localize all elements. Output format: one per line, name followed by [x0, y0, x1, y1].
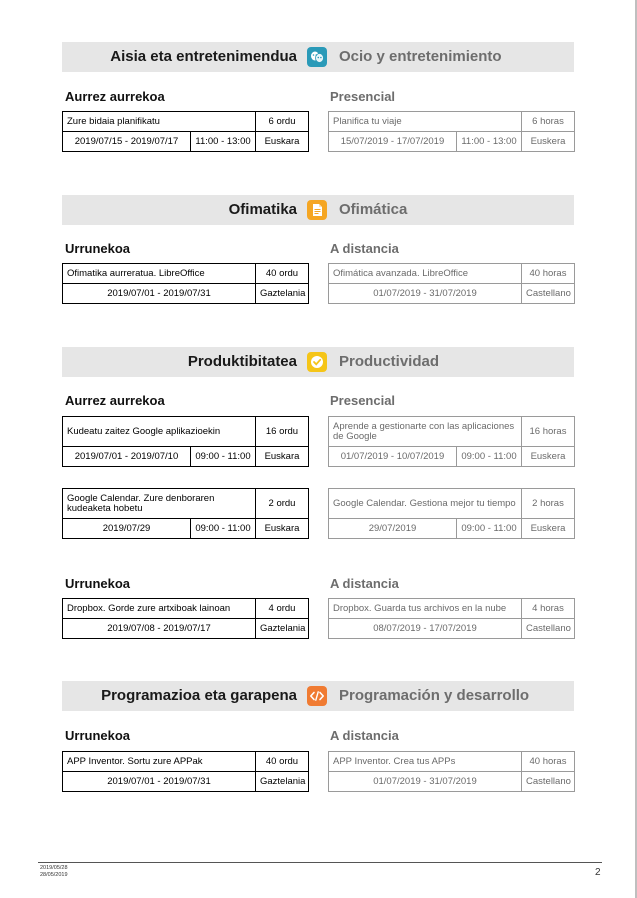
course-name: Dropbox. Gorde zure artxiboak lainoan — [63, 599, 256, 619]
section-header-productivity — [62, 347, 574, 377]
course-card-es — [328, 751, 575, 792]
course-time: 09:00 - 11:00 — [457, 447, 522, 467]
course-dates: 2019/07/29 — [63, 519, 191, 539]
course-dates: 2019/07/01 - 2019/07/31 — [63, 772, 256, 792]
course-language: Gaztelania — [256, 284, 309, 304]
course-language: Gaztelania — [256, 772, 309, 792]
section-title-eu: Aisia eta entretenimendua — [110, 48, 297, 65]
course-name: Zure bidaia planifikatu — [63, 112, 256, 132]
page-number: 2 — [595, 867, 601, 878]
course-name: Ofimática avanzada. LibreOffice — [329, 264, 522, 284]
mode-label-eu: Urrunekoa — [65, 241, 131, 256]
course-hours: 40 horas — [522, 264, 575, 284]
section-header-programming — [62, 681, 574, 711]
course-time: 09:00 - 11:00 — [191, 519, 256, 539]
footer-date-eu: 2019/05/28 — [40, 865, 68, 871]
course-name: Google Calendar. Gestiona mejor tu tiempo — [329, 489, 522, 519]
section-header-office — [62, 195, 574, 225]
course-card-eu — [62, 488, 309, 539]
course-hours: 6 horas — [522, 112, 575, 132]
course-card-eu — [62, 751, 309, 792]
course-name: Aprende a gestionarte con las aplicaciones de Google — [329, 417, 522, 447]
code-icon — [307, 686, 327, 706]
checkmark-icon — [307, 352, 327, 372]
course-card-eu — [62, 416, 309, 467]
course-time: 11:00 - 13:00 — [191, 132, 256, 152]
course-dates: 01/07/2019 - 10/07/2019 — [329, 447, 457, 467]
course-card-eu — [62, 111, 309, 152]
theater-masks-icon — [307, 47, 327, 67]
course-card-es — [328, 416, 575, 467]
footer-date-es: 28/05/2019 — [40, 871, 68, 878]
course-dates: 01/07/2019 - 31/07/2019 — [329, 772, 522, 792]
section-header-leisure — [62, 42, 574, 72]
course-dates: 29/07/2019 — [329, 519, 457, 539]
course-dates: 2019/07/01 - 2019/07/31 — [63, 284, 256, 304]
course-dates: 15/07/2019 - 17/07/2019 — [329, 132, 457, 152]
course-language: Gaztelania — [256, 619, 309, 639]
course-card-eu — [62, 263, 309, 304]
course-card-es — [328, 263, 575, 304]
course-language: Euskara — [256, 132, 309, 152]
course-dates: 01/07/2019 - 31/07/2019 — [329, 284, 522, 304]
mode-label-es: Presencial — [330, 393, 396, 408]
footer-divider — [38, 862, 602, 863]
course-name: Kudeatu zaitez Google aplikazioekin — [63, 417, 256, 447]
mode-label-es: A distancia — [330, 576, 399, 591]
course-hours: 4 horas — [522, 599, 575, 619]
course-time: 09:00 - 11:00 — [191, 447, 256, 467]
section-title-es: Ofimática — [339, 201, 408, 218]
course-dates: 2019/07/15 - 2019/07/17 — [63, 132, 191, 152]
mode-label-eu: Urrunekoa — [65, 576, 131, 591]
course-language: Euskera — [522, 447, 575, 467]
course-hours: 40 ordu — [256, 752, 309, 772]
course-language: Castellano — [522, 772, 575, 792]
course-card-es — [328, 488, 575, 539]
mode-label-es: Presencial — [330, 89, 396, 104]
section-title-eu: Produktibitatea — [187, 353, 297, 370]
course-time: 11:00 - 13:00 — [457, 132, 522, 152]
course-language: Euskera — [522, 132, 575, 152]
course-language: Euskera — [522, 519, 575, 539]
section-title-es: Productividad — [339, 353, 440, 370]
mode-label-es: A distancia — [330, 241, 399, 256]
course-hours: 16 horas — [522, 417, 575, 447]
mode-label-eu: Urrunekoa — [65, 728, 131, 743]
course-language: Euskara — [256, 519, 309, 539]
mode-label-eu: Aurrez aurrekoa — [65, 393, 165, 408]
course-card-eu — [62, 598, 309, 639]
section-title-es: Programación y desarrollo — [339, 687, 530, 704]
course-hours: 4 ordu — [256, 599, 309, 619]
section-title-eu: Programazioa eta garapena — [101, 687, 297, 704]
course-dates: 2019/07/08 - 2019/07/17 — [63, 619, 256, 639]
course-dates: 08/07/2019 - 17/07/2019 — [329, 619, 522, 639]
course-name: APP Inventor. Sortu zure APPak — [63, 752, 256, 772]
course-card-es — [328, 111, 575, 152]
course-name: Dropbox. Guarda tus archivos en la nube — [329, 599, 522, 619]
mode-label-eu: Aurrez aurrekoa — [65, 89, 165, 104]
course-hours: 6 ordu — [256, 112, 309, 132]
course-language: Euskara — [256, 447, 309, 467]
document-icon — [307, 200, 327, 220]
course-name: Ofimatika aurreratua. LibreOffice — [63, 264, 256, 284]
course-hours: 40 ordu — [256, 264, 309, 284]
course-hours: 16 ordu — [256, 417, 309, 447]
course-card-es — [328, 598, 575, 639]
footer-date — [40, 865, 68, 878]
course-language: Castellano — [522, 619, 575, 639]
course-time: 09:00 - 11:00 — [457, 519, 522, 539]
mode-label-es: A distancia — [330, 728, 399, 743]
course-hours: 40 horas — [522, 752, 575, 772]
course-name: Google Calendar. Zure denboraren kudeaketa hobetu — [63, 489, 256, 519]
course-hours: 2 ordu — [256, 489, 309, 519]
course-hours: 2 horas — [522, 489, 575, 519]
course-language: Castellano — [522, 284, 575, 304]
course-name: Planifica tu viaje — [329, 112, 522, 132]
course-dates: 2019/07/01 - 2019/07/10 — [63, 447, 191, 467]
course-name: APP Inventor. Crea tus APPs — [329, 752, 522, 772]
section-title-eu: Ofimatika — [228, 201, 297, 218]
section-title-es: Ocio y entretenimiento — [339, 48, 502, 65]
